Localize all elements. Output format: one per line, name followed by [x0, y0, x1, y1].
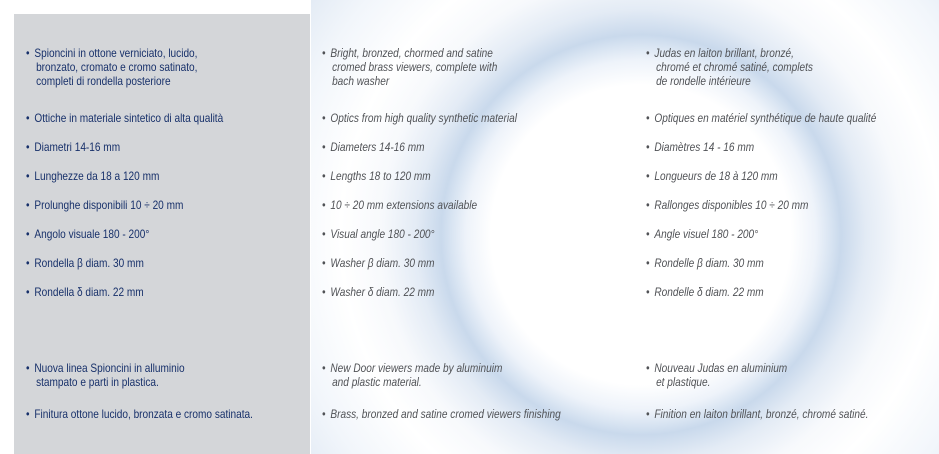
french-item — [646, 198, 808, 212]
english-item — [322, 256, 435, 270]
item-text: Bright, bronzed, chormed and satine — [330, 46, 493, 60]
bullet-icon: • — [646, 198, 650, 212]
item-line — [322, 169, 431, 183]
item-text: Rondelle β diam. 30 mm — [654, 256, 764, 270]
item-text: and plastic material. — [332, 375, 422, 389]
english-item — [322, 285, 434, 299]
bullet-icon: • — [26, 256, 30, 270]
english-item — [322, 111, 517, 125]
bullet-icon: • — [646, 169, 650, 183]
item-text: Ottiche in materiale sintetico di alta qualità — [34, 111, 224, 125]
bullet-icon: • — [646, 111, 650, 125]
item-text: Visual angle 180 - 200° — [330, 227, 435, 241]
item-text: Washer δ diam. 22 mm — [330, 285, 435, 299]
item-text: Nuova linea Spioncini in alluminio — [34, 361, 185, 375]
item-text: Brass, bronzed and satine cromed viewers finishing — [330, 407, 561, 421]
item-line — [646, 169, 778, 183]
bullet-icon: • — [646, 140, 650, 154]
bullet-icon: • — [322, 111, 326, 125]
italian-item — [26, 285, 144, 299]
bullet-icon: • — [26, 361, 30, 375]
item-line-continued — [646, 74, 813, 88]
english-item — [322, 169, 431, 183]
bullet-icon: • — [26, 407, 30, 421]
bullet-icon: • — [26, 198, 30, 212]
item-line-continued — [26, 74, 197, 88]
english-item — [322, 407, 561, 421]
bullet-icon: • — [26, 169, 30, 183]
bullet-icon: • — [646, 46, 650, 60]
item-line — [322, 111, 517, 125]
french-item — [646, 169, 778, 183]
item-text: Spioncini in ottone verniciato, lucido, — [34, 46, 198, 60]
english-item — [322, 46, 497, 88]
item-text: Rondelle δ diam. 22 mm — [654, 285, 764, 299]
italian-item — [26, 169, 159, 183]
item-text: Rondella δ diam. 22 mm — [34, 285, 144, 299]
item-text: Rallonges disponibles 10 ÷ 20 mm — [654, 198, 809, 212]
item-line — [26, 198, 183, 212]
item-line — [322, 140, 425, 154]
item-line — [322, 361, 502, 375]
french-item — [646, 407, 868, 421]
bullet-icon: • — [646, 227, 650, 241]
bullet-icon: • — [322, 46, 326, 60]
item-line — [26, 285, 144, 299]
item-line-continued — [26, 60, 197, 74]
item-line — [646, 140, 754, 154]
bullet-icon: • — [322, 407, 326, 421]
bullet-icon: • — [26, 227, 30, 241]
item-line — [26, 256, 144, 270]
italian-item — [26, 46, 197, 88]
italian-item — [26, 407, 253, 421]
item-text: de rondelle intérieure — [656, 74, 751, 88]
bullet-icon: • — [322, 227, 326, 241]
bullet-icon: • — [322, 198, 326, 212]
item-text: Judas en laiton brillant, bronzé, — [654, 46, 794, 60]
item-text: Nouveau Judas en aluminium — [654, 361, 788, 375]
item-text: Finition en laiton brillant, bronzé, chromé satiné. — [654, 407, 869, 421]
english-item — [322, 198, 477, 212]
item-line — [26, 111, 223, 125]
item-line — [26, 407, 253, 421]
item-text: Optiques en matériel synthétique de haute qualité — [654, 111, 877, 125]
item-text: Optics from high quality synthetic material — [330, 111, 517, 125]
italian-item — [26, 256, 144, 270]
item-line — [322, 198, 477, 212]
item-text: completi di rondella posteriore — [36, 74, 171, 88]
item-text: Angle visuel 180 - 200° — [654, 227, 759, 241]
item-line-continued — [26, 375, 185, 389]
item-line-continued — [322, 60, 497, 74]
bullet-icon: • — [646, 285, 650, 299]
french-item — [646, 46, 813, 88]
item-line — [26, 169, 159, 183]
item-text: Diametri 14-16 mm — [34, 140, 121, 154]
item-line — [26, 361, 185, 375]
item-line — [646, 285, 764, 299]
italian-item — [26, 111, 223, 125]
item-text: bach washer — [332, 74, 390, 88]
item-text: Lengths 18 to 120 mm — [330, 169, 431, 183]
english-item — [322, 361, 502, 389]
item-line — [646, 198, 808, 212]
french-item — [646, 256, 764, 270]
bullet-icon: • — [26, 46, 30, 60]
english-item — [322, 227, 435, 241]
item-line — [26, 46, 197, 60]
item-text: cromed brass viewers, complete with — [332, 60, 498, 74]
french-item — [646, 285, 764, 299]
item-line — [322, 256, 435, 270]
item-text: Washer β diam. 30 mm — [330, 256, 435, 270]
item-line — [646, 361, 787, 375]
item-text: Rondella β diam. 30 mm — [34, 256, 144, 270]
french-item — [646, 361, 787, 389]
item-text: Longueurs de 18 à 120 mm — [654, 169, 778, 183]
bullet-icon: • — [322, 361, 326, 375]
bullet-icon: • — [646, 256, 650, 270]
item-line-continued — [646, 375, 787, 389]
french-item — [646, 111, 876, 125]
bullet-icon: • — [322, 285, 326, 299]
item-line — [322, 46, 497, 60]
bullet-icon: • — [322, 140, 326, 154]
item-text: Finitura ottone lucido, bronzata e cromo satinata. — [34, 407, 253, 421]
item-line-continued — [322, 375, 502, 389]
item-line — [26, 227, 149, 241]
item-text: 10 ÷ 20 mm extensions available — [330, 198, 478, 212]
item-text: New Door viewers made by aluminuim — [330, 361, 503, 375]
item-text: chromé et chromé satiné, complets — [656, 60, 813, 74]
item-line — [322, 285, 434, 299]
item-line — [646, 227, 758, 241]
item-line — [646, 407, 868, 421]
bullet-icon: • — [26, 140, 30, 154]
item-text: Lunghezze da 18 a 120 mm — [34, 169, 160, 183]
item-line — [646, 46, 813, 60]
item-text: stampato e parti in plastica. — [36, 375, 159, 389]
item-line-continued — [322, 74, 497, 88]
italian-item — [26, 227, 149, 241]
item-line — [646, 111, 876, 125]
italian-item — [26, 198, 183, 212]
item-text: Angolo visuale 180 - 200° — [34, 227, 150, 241]
item-text: Diamètres 14 - 16 mm — [654, 140, 755, 154]
item-line — [322, 407, 561, 421]
french-item — [646, 140, 754, 154]
item-line-continued — [646, 60, 813, 74]
item-text: et plastique. — [656, 375, 711, 389]
item-text: Diameters 14-16 mm — [330, 140, 425, 154]
bullet-icon: • — [26, 285, 30, 299]
english-item — [322, 140, 425, 154]
italian-item — [26, 140, 120, 154]
italian-item — [26, 361, 185, 389]
bullet-icon: • — [322, 256, 326, 270]
item-text: Prolunghe disponibili 10 ÷ 20 mm — [34, 198, 184, 212]
item-line — [646, 256, 764, 270]
bullet-icon: • — [26, 111, 30, 125]
bullet-icon: • — [322, 169, 326, 183]
bullet-icon: • — [646, 361, 650, 375]
bullet-icon: • — [646, 407, 650, 421]
item-line — [322, 227, 435, 241]
item-text: bronzato, cromato e cromo satinato, — [36, 60, 198, 74]
french-item — [646, 227, 758, 241]
item-line — [26, 140, 120, 154]
